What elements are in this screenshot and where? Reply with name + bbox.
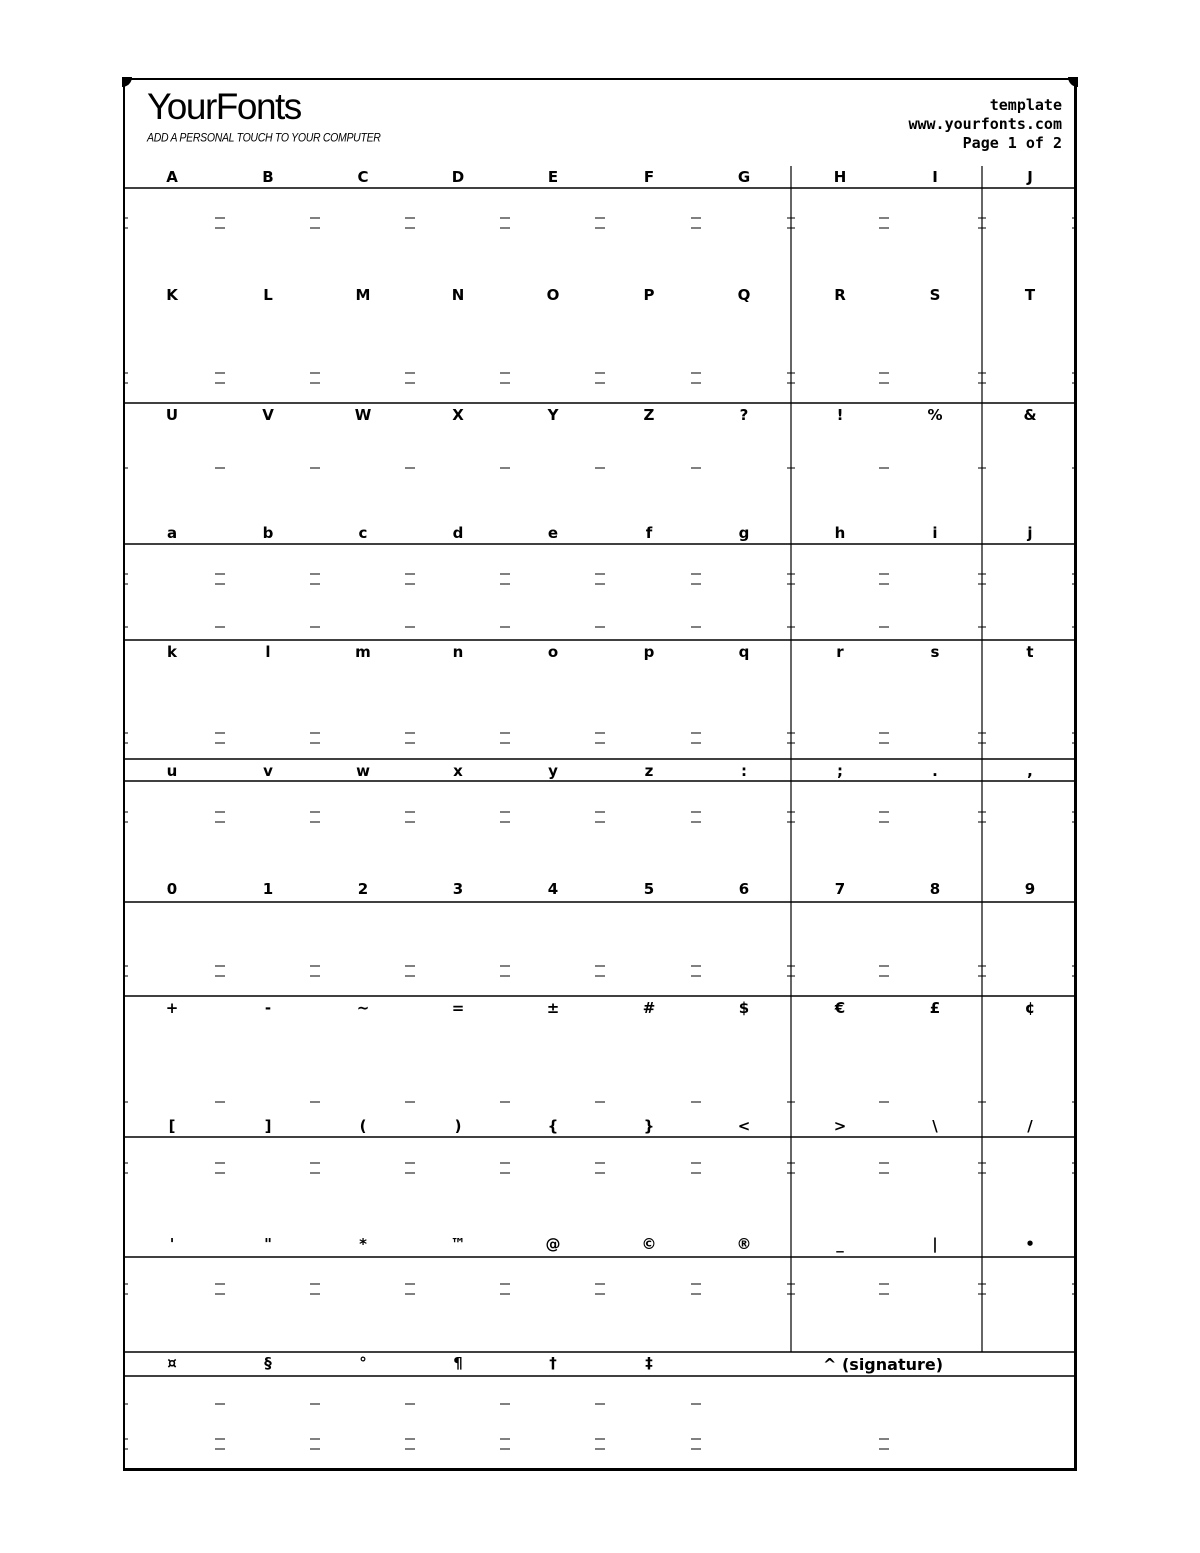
glyph-label: ) [454, 1117, 462, 1135]
glyph-label: 2 [357, 880, 369, 898]
glyph-label: 6 [738, 880, 750, 898]
glyph-label: N [451, 286, 465, 304]
brand-logo: YourFonts [147, 86, 301, 127]
glyph-label: $ [738, 999, 750, 1017]
glyph-label: } [643, 1117, 655, 1135]
glyph-label: U [165, 406, 179, 424]
glyph-label: F [643, 168, 655, 186]
glyph-label: M [355, 286, 371, 304]
glyph-label: - [264, 999, 272, 1017]
glyph-label: ¤ [167, 1354, 177, 1372]
glyph-label: , [1027, 762, 1033, 780]
glyph-label: K [166, 286, 178, 304]
glyph-label: B [262, 168, 274, 186]
glyph-label: ™ [450, 1235, 466, 1253]
glyph-label: ! [836, 406, 844, 424]
glyph-label: k [167, 643, 177, 661]
glyph-label: j [1027, 524, 1033, 542]
glyph-label: o [547, 643, 559, 661]
glyph-label: + [165, 999, 179, 1017]
glyph-label: > [833, 1117, 847, 1135]
glyph-label: b [262, 524, 274, 542]
glyph-label: | [932, 1235, 938, 1253]
glyph-label: 1 [262, 880, 274, 898]
glyph-label: P [643, 286, 655, 304]
glyph-label: c [358, 524, 368, 542]
signature-label: ^ (signature) [823, 1355, 944, 1374]
glyph-label: p [643, 643, 655, 661]
glyph-label: ( [359, 1117, 367, 1135]
glyph-label: ¶ [453, 1354, 463, 1372]
glyph-label: 0 [166, 880, 178, 898]
glyph-label: Y [547, 406, 559, 424]
glyph-label: e [547, 524, 559, 542]
glyph-label: © [641, 1235, 657, 1253]
glyph-label: ? [739, 406, 749, 424]
glyph-label: g [738, 524, 750, 542]
page-indicator: Page 1 of 2 [962, 134, 1062, 152]
glyph-label: d [452, 524, 464, 542]
glyph-label: i [932, 524, 938, 542]
glyph-label: • [1025, 1235, 1035, 1253]
glyph-label: S [929, 286, 941, 304]
glyph-label: \ [932, 1117, 938, 1135]
glyph-label: = [451, 999, 465, 1017]
glyph-label: x [453, 762, 463, 780]
website-url: www.yourfonts.com [908, 115, 1062, 133]
glyph-label: z [644, 762, 654, 780]
glyph-label: Z [643, 406, 655, 424]
glyph-label: : [741, 762, 747, 780]
glyph-label: D [451, 168, 465, 186]
glyph-label: { [547, 1117, 559, 1135]
glyph-label: @ [545, 1235, 561, 1253]
glyph-label: O [546, 286, 560, 304]
glyph-label: ~ [356, 999, 370, 1017]
glyph-label: < [737, 1117, 751, 1135]
glyph-label: E [547, 168, 559, 186]
glyph-label: l [265, 643, 271, 661]
glyph-label: h [834, 524, 846, 542]
glyph-label: # [642, 999, 656, 1017]
glyph-label: & [1023, 406, 1037, 424]
glyph-label: f [645, 524, 653, 542]
glyph-label: H [833, 168, 847, 186]
glyph-label: V [262, 406, 274, 424]
glyph-label: a [166, 524, 178, 542]
glyph-label: £ [929, 999, 941, 1017]
glyph-label: _ [836, 1235, 844, 1253]
brand-tagline: ADD A PERSONAL TOUCH TO YOUR COMPUTER [147, 131, 381, 145]
glyph-label: J [1027, 168, 1033, 186]
glyph-label: % [927, 406, 943, 424]
glyph-label: . [932, 762, 938, 780]
glyph-label: u [166, 762, 178, 780]
glyph-label: A [166, 168, 178, 186]
glyph-label: ‡ [645, 1354, 653, 1372]
glyph-label: ] [264, 1117, 272, 1135]
glyph-label: q [738, 643, 750, 661]
glyph-label: T [1024, 286, 1036, 304]
glyph-label: v [263, 762, 273, 780]
glyph-label: [ [168, 1117, 176, 1135]
template-label: template [989, 96, 1062, 114]
glyph-label: 7 [834, 880, 846, 898]
glyph-label: G [737, 168, 751, 186]
glyph-label: 9 [1024, 880, 1036, 898]
glyph-label: I [932, 168, 938, 186]
glyph-label: t [1026, 643, 1034, 661]
glyph-label: 3 [452, 880, 464, 898]
glyph-label: / [1027, 1117, 1033, 1135]
glyph-label: § [264, 1354, 272, 1372]
glyph-label: C [357, 168, 369, 186]
glyph-label: ' [169, 1235, 175, 1253]
glyph-label: R [834, 286, 846, 304]
glyph-label: L [263, 286, 273, 304]
glyph-label: * [359, 1235, 367, 1253]
glyph-label: ° [359, 1354, 367, 1372]
glyph-label: y [548, 762, 558, 780]
glyph-label: € [834, 999, 846, 1017]
glyph-label: m [355, 643, 371, 661]
glyph-label: ± [546, 999, 560, 1017]
glyph-label: 8 [929, 880, 941, 898]
glyph-label: X [452, 406, 464, 424]
glyph-label: † [549, 1354, 557, 1372]
glyph-label: w [356, 762, 370, 780]
glyph-label: W [354, 406, 372, 424]
glyph-label: r [836, 643, 844, 661]
glyph-label: ; [837, 762, 843, 780]
glyph-label: 4 [547, 880, 559, 898]
glyph-label: ® [736, 1235, 752, 1253]
glyph-label: n [452, 643, 464, 661]
glyph-label: ¢ [1024, 999, 1036, 1017]
glyph-label: " [264, 1235, 272, 1253]
glyph-label: Q [737, 286, 751, 304]
glyph-label: s [930, 643, 940, 661]
glyph-label: 5 [643, 880, 655, 898]
